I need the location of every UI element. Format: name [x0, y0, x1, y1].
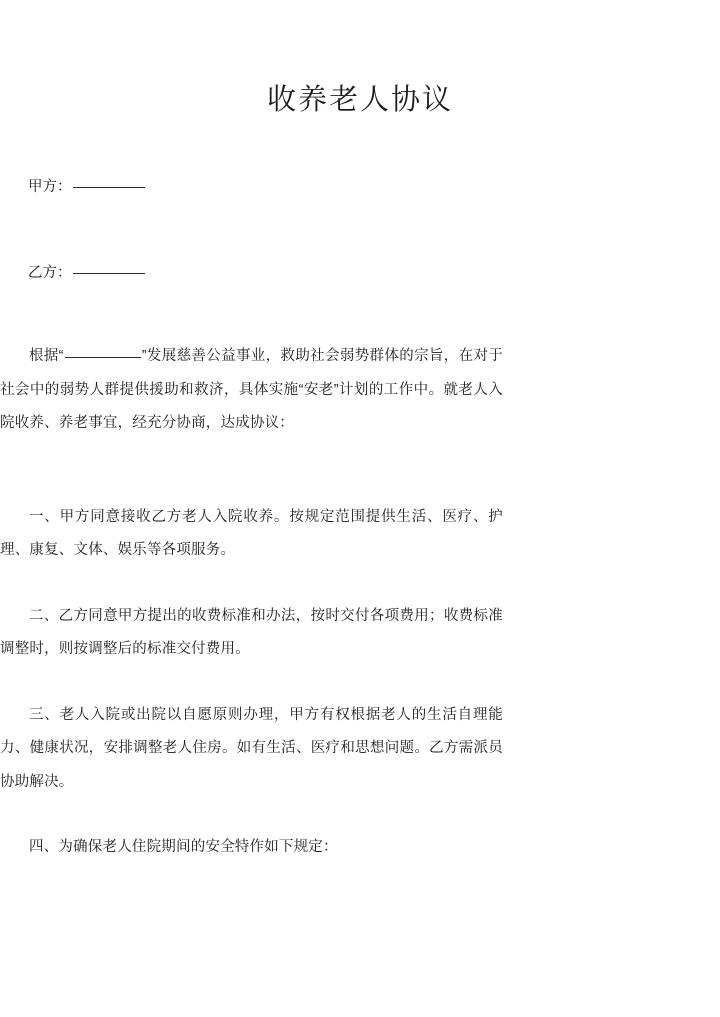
- clause-number-3: 三、: [29, 706, 60, 723]
- party-row-yifang: [0, 261, 503, 286]
- preamble-paragraph: [0, 340, 503, 441]
- party-label-yifang: 乙方：: [28, 264, 72, 281]
- party-blank-yifang[interactable]: [73, 273, 145, 274]
- page-title: 收养老人协议: [266, 84, 453, 116]
- preamble-blank[interactable]: [65, 357, 141, 358]
- preamble-suffix: ”发展慈善公益事业，救助社会弱势群体的宗旨，在对于社会中的弱势人群提供援助和救济，具体实施“安老”计划的工作中。就老人入院收养、养老事宜，经充分协商，达成协议：: [0, 348, 503, 431]
- clause-number-2: 二、: [29, 607, 59, 624]
- clause-item-3: [0, 699, 503, 800]
- clause-number-1: 一、: [29, 508, 60, 525]
- party-list: [0, 175, 503, 285]
- party-label-jiafang: 甲方：: [28, 179, 72, 195]
- preamble-prefix: 根据“: [29, 348, 64, 364]
- party-row-jiafang: [0, 175, 503, 200]
- clause-text-1: 甲方同意接收乙方老人入院收养。按规定范围提供生活、医疗、护理、康复、文体、娱乐等各项服务。: [0, 508, 503, 558]
- clause-text-4: 为确保老人住院期间的安全特作如下规定：: [58, 839, 338, 855]
- clause-number-4: 四、: [29, 839, 59, 855]
- party-blank-jiafang[interactable]: [73, 187, 145, 188]
- clause-text-2: 乙方同意甲方提出的收费标准和办法，按时交付各项费用；收费标准调整时，则按调整后的标准交付费用。: [0, 607, 503, 657]
- clause-item-1: [0, 501, 503, 568]
- clause-text-3: 老人入院或出院以自愿原则办理，甲方有权根据老人的生活自理能力、健康状况，安排调整老人住房。如有生活、医疗和思想问题。乙方需派员协助解决。: [0, 706, 503, 790]
- clause-item-4: [0, 831, 503, 865]
- clause-item-2: [0, 600, 503, 667]
- agreement-body: [0, 340, 503, 865]
